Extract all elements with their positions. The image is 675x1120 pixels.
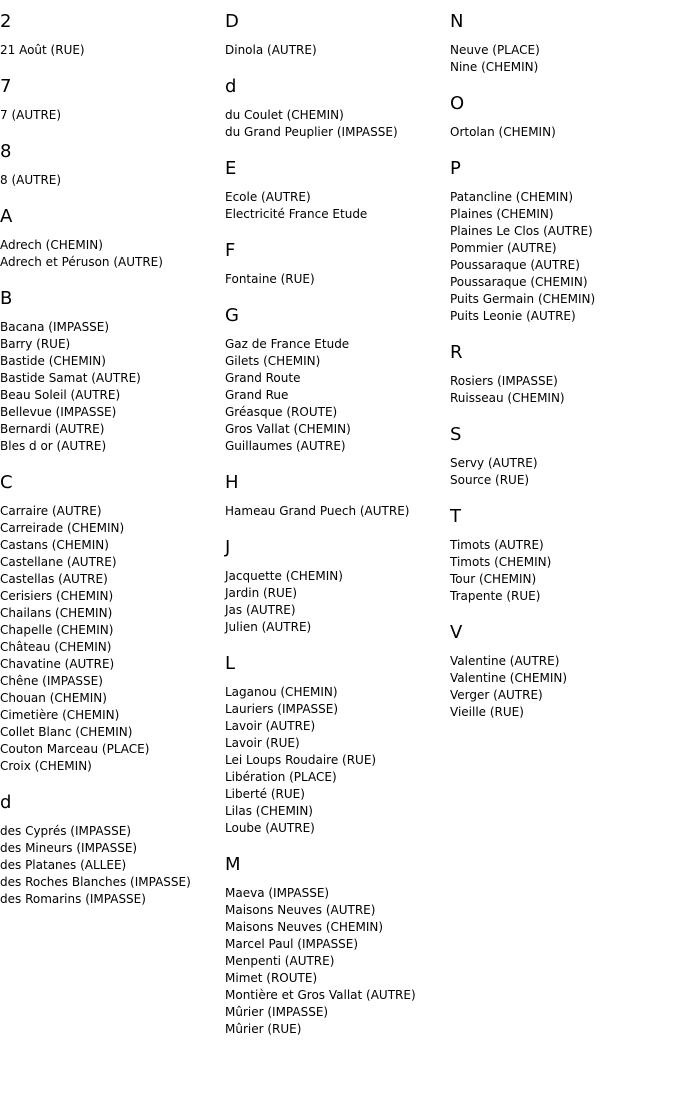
street-entry: des Roches Blanches (IMPASSE) (0, 875, 191, 889)
street-entry: 7 (AUTRE) (0, 108, 62, 122)
letter-group (225, 76, 450, 141)
street-entry: Timots (AUTRE) (450, 538, 544, 552)
letter-group (225, 240, 450, 288)
street-entry: Hameau Grand Puech (AUTRE) (225, 504, 410, 518)
street-list (0, 237, 225, 271)
street-entry: Liberté (RUE) (225, 787, 305, 801)
street-entry: Gréasque (ROUTE) (225, 405, 338, 419)
street-entry: Adrech (CHEMIN) (0, 238, 103, 252)
letter-group (225, 305, 450, 455)
street-entry: Tour (CHEMIN) (450, 572, 537, 586)
letter-heading: H (225, 472, 239, 493)
street-entry: 8 (AUTRE) (0, 173, 62, 187)
street-entry: Neuve (PLACE) (450, 43, 540, 57)
street-entry: Cimetière (CHEMIN) (0, 708, 120, 722)
street-list (0, 823, 225, 908)
street-list (225, 503, 450, 520)
street-entry: Jardin (RUE) (225, 586, 298, 600)
street-entry: Castellas (AUTRE) (0, 572, 108, 586)
street-column-1 (0, 0, 225, 925)
street-entry: Mûrier (RUE) (225, 1022, 302, 1036)
letter-heading: 2 (0, 11, 12, 32)
letter-heading: R (450, 342, 463, 363)
street-entry: Guillaumes (AUTRE) (225, 439, 346, 453)
letter-heading: D (225, 11, 239, 32)
street-entry: Castellane (AUTRE) (0, 555, 117, 569)
street-entry: Chêne (IMPASSE) (0, 674, 103, 688)
letter-heading: G (225, 305, 239, 326)
letter-group (450, 342, 675, 407)
street-entry: Laganou (CHEMIN) (225, 685, 338, 699)
street-list (225, 336, 450, 455)
street-entry: Fontaine (RUE) (225, 272, 315, 286)
street-entry: Poussaraque (AUTRE) (450, 258, 580, 272)
street-list (0, 503, 225, 775)
street-list (225, 189, 450, 223)
street-list (0, 107, 225, 124)
street-entry: du Coulet (CHEMIN) (225, 108, 344, 122)
letter-heading: A (0, 206, 13, 227)
street-list (450, 537, 675, 605)
letter-heading: J (225, 537, 231, 558)
street-list (0, 172, 225, 189)
street-entry: Adrech et Péruson (AUTRE) (0, 255, 163, 269)
street-entry: Lauriers (IMPASSE) (225, 702, 339, 716)
street-entry: des Romarins (IMPASSE) (0, 892, 146, 906)
street-list (225, 271, 450, 288)
letter-group (0, 11, 225, 59)
street-column-2 (225, 0, 450, 1055)
letter-group (450, 506, 675, 605)
street-list (225, 684, 450, 837)
letter-group (0, 472, 225, 775)
street-entry: Carraire (AUTRE) (0, 504, 102, 518)
letter-heading: S (450, 424, 462, 445)
street-entry: Rosiers (IMPASSE) (450, 374, 558, 388)
street-entry: Chavatine (AUTRE) (0, 657, 115, 671)
street-entry: Bellevue (IMPASSE) (0, 405, 117, 419)
street-entry: Couton Marceau (PLACE) (0, 742, 150, 756)
street-entry: Loube (AUTRE) (225, 821, 315, 835)
street-entry: Gaz de France Etude (225, 337, 350, 351)
letter-group (225, 653, 450, 837)
street-list (450, 124, 675, 141)
letter-heading: 8 (0, 141, 12, 162)
street-entry: des Mineurs (IMPASSE) (0, 841, 138, 855)
street-entry: Puits Leonie (AUTRE) (450, 309, 576, 323)
street-entry: Grand Route (225, 371, 301, 385)
street-list (450, 455, 675, 489)
street-entry: Puits Germain (CHEMIN) (450, 292, 596, 306)
street-entry: du Grand Peuplier (IMPASSE) (225, 125, 398, 139)
street-entry: Beau Soleil (AUTRE) (0, 388, 121, 402)
street-entry: Gilets (CHEMIN) (225, 354, 321, 368)
street-entry: Collet Blanc (CHEMIN) (0, 725, 133, 739)
street-entry: Verger (AUTRE) (450, 688, 543, 702)
letter-group (450, 424, 675, 489)
street-entry: Electricité France Etude (225, 207, 368, 221)
street-entry: Lei Loups Roudaire (RUE) (225, 753, 377, 767)
street-list (225, 885, 450, 1038)
street-entry: Patancline (CHEMIN) (450, 190, 573, 204)
street-entry: Chailans (CHEMIN) (0, 606, 113, 620)
street-list (0, 42, 225, 59)
street-entry: Grand Rue (225, 388, 289, 402)
street-entry: Nine (CHEMIN) (450, 60, 539, 74)
letter-group (450, 622, 675, 721)
letter-group (225, 537, 450, 636)
street-entry: Valentine (CHEMIN) (450, 671, 568, 685)
letter-heading: C (0, 472, 13, 493)
street-list (450, 189, 675, 325)
street-entry: Plaines (CHEMIN) (450, 207, 554, 221)
street-list (225, 42, 450, 59)
street-entry: Menpenti (AUTRE) (225, 954, 335, 968)
street-entry: Bles d or (AUTRE) (0, 439, 107, 453)
street-list (0, 319, 225, 455)
street-entry: Timots (CHEMIN) (450, 555, 552, 569)
letter-heading: E (225, 158, 237, 179)
street-entry: Jas (AUTRE) (225, 603, 296, 617)
letter-heading: N (450, 11, 464, 32)
street-entry: Bastide (CHEMIN) (0, 354, 106, 368)
street-list (450, 373, 675, 407)
street-entry: Vieille (RUE) (450, 705, 524, 719)
street-entry: Maisons Neuves (AUTRE) (225, 903, 376, 917)
letter-group (0, 76, 225, 124)
street-list (450, 653, 675, 721)
street-entry: Cerisiers (CHEMIN) (0, 589, 114, 603)
letter-heading: 7 (0, 76, 12, 97)
street-entry: Carreirade (CHEMIN) (0, 521, 125, 535)
street-entry: Chouan (CHEMIN) (0, 691, 107, 705)
street-entry: Gros Vallat (CHEMIN) (225, 422, 351, 436)
street-entry: Servy (AUTRE) (450, 456, 538, 470)
letter-heading: O (450, 93, 465, 114)
street-entry: Ruisseau (CHEMIN) (450, 391, 565, 405)
street-entry: Lavoir (RUE) (225, 736, 300, 750)
letter-heading: d (0, 792, 12, 813)
letter-group (0, 141, 225, 189)
street-list (225, 107, 450, 141)
street-entry: Castans (CHEMIN) (0, 538, 109, 552)
street-entry: Maisons Neuves (CHEMIN) (225, 920, 384, 934)
street-entry: Montière et Gros Vallat (AUTRE) (225, 988, 416, 1002)
street-entry: Dinola (AUTRE) (225, 43, 317, 57)
letter-heading: T (450, 506, 461, 527)
street-entry: Libération (PLACE) (225, 770, 337, 784)
street-entry: Poussaraque (CHEMIN) (450, 275, 588, 289)
letter-heading: B (0, 288, 13, 309)
street-entry: Lilas (CHEMIN) (225, 804, 313, 818)
letter-group (225, 472, 450, 520)
street-entry: Barry (RUE) (0, 337, 71, 351)
street-entry: Lavoir (AUTRE) (225, 719, 316, 733)
letter-group (225, 854, 450, 1038)
street-entry: des Cyprés (IMPASSE) (0, 824, 132, 838)
letter-heading: F (225, 240, 236, 261)
street-entry: 21 Août (RUE) (0, 43, 85, 57)
letter-heading: V (450, 622, 463, 643)
street-column-3 (450, 0, 675, 738)
street-entry: Jacquette (CHEMIN) (225, 569, 343, 583)
street-entry: Ortolan (CHEMIN) (450, 125, 556, 139)
letter-group (225, 11, 450, 59)
street-entry: Ecole (AUTRE) (225, 190, 311, 204)
letter-group (0, 792, 225, 908)
street-entry: Chapelle (CHEMIN) (0, 623, 114, 637)
street-entry: Trapente (RUE) (450, 589, 541, 603)
letter-group (0, 288, 225, 455)
letter-group (450, 93, 675, 141)
street-entry: Julien (AUTRE) (225, 620, 312, 634)
street-entry: Valentine (AUTRE) (450, 654, 560, 668)
letter-heading: d (225, 76, 237, 97)
street-entry: Château (CHEMIN) (0, 640, 112, 654)
street-entry: Pommier (AUTRE) (450, 241, 557, 255)
street-list (225, 568, 450, 636)
letter-heading: L (225, 653, 236, 674)
street-entry: Croix (CHEMIN) (0, 759, 92, 773)
street-entry: des Platanes (ALLEE) (0, 858, 127, 872)
letter-group (0, 206, 225, 271)
street-entry: Bacana (IMPASSE) (0, 320, 110, 334)
street-entry: Marcel Paul (IMPASSE) (225, 937, 359, 951)
street-entry: Plaines Le Clos (AUTRE) (450, 224, 593, 238)
street-entry: Mimet (ROUTE) (225, 971, 318, 985)
street-entry: Mûrier (IMPASSE) (225, 1005, 329, 1019)
street-list (450, 42, 675, 76)
letter-group (225, 158, 450, 223)
letter-heading: P (450, 158, 461, 179)
letter-heading: M (225, 854, 241, 875)
street-entry: Source (RUE) (450, 473, 530, 487)
letter-group (450, 11, 675, 76)
street-entry: Bastide Samat (AUTRE) (0, 371, 141, 385)
letter-group (450, 158, 675, 325)
street-entry: Bernardi (AUTRE) (0, 422, 105, 436)
street-entry: Maeva (IMPASSE) (225, 886, 330, 900)
